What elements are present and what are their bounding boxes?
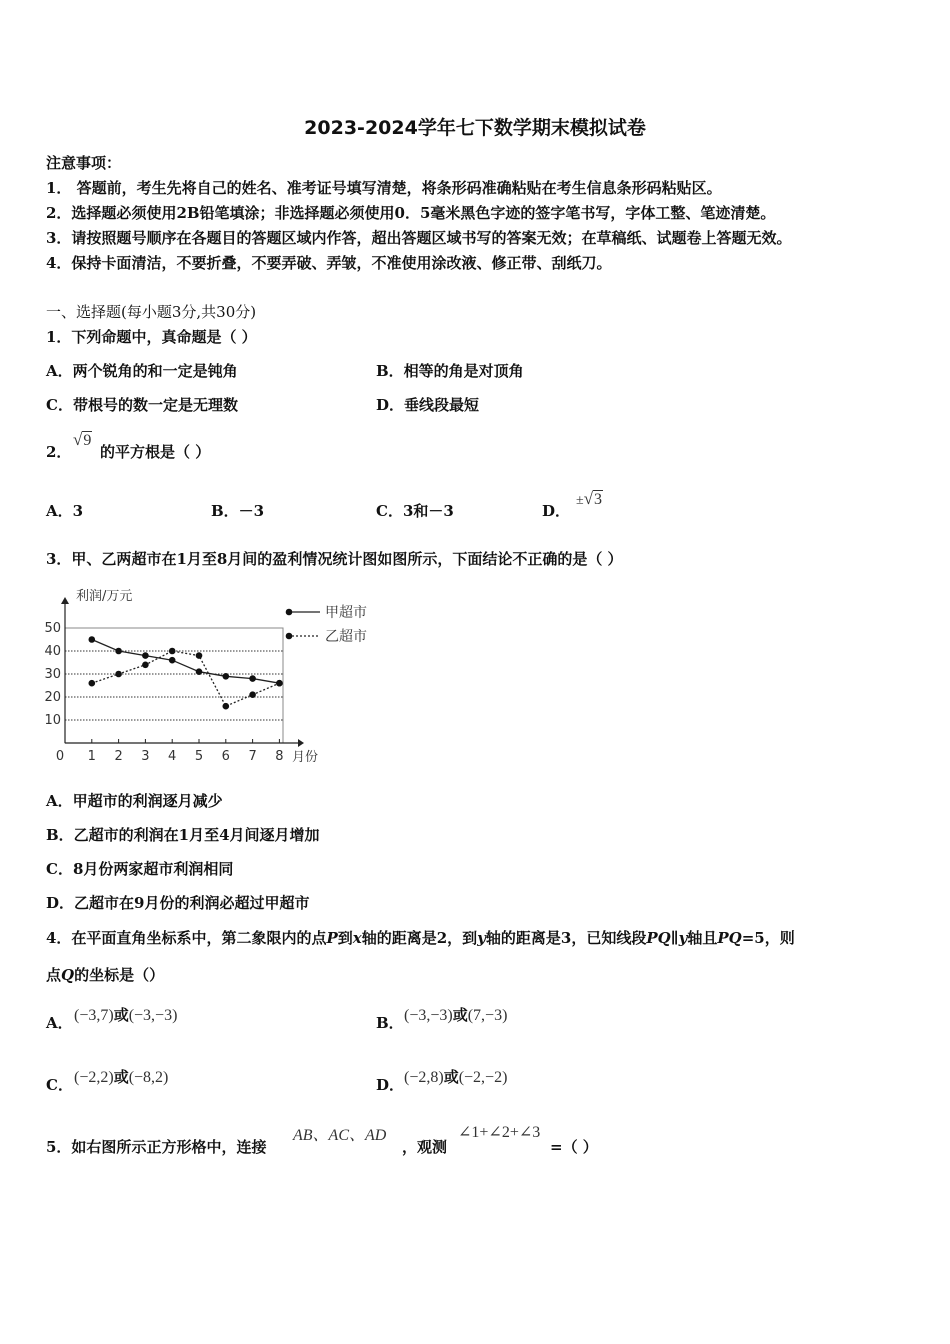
data-point — [115, 648, 122, 655]
x-axis-label: 月份 — [292, 750, 319, 765]
q1-option-d: D．垂线段最短 — [376, 396, 480, 414]
data-point — [196, 668, 203, 675]
q1-stem: 1．下列命题中，真命题是（ ） — [46, 328, 257, 346]
q1-option-a: A．两个锐角的和一定是钝角 — [46, 362, 238, 380]
q2-option-c: C．3和－3 — [376, 502, 454, 520]
y-tick-label: 30 — [44, 667, 61, 682]
q4-text-d: 轴的距离是3，已知线段 — [485, 929, 647, 947]
x-tick-label: 6 — [221, 749, 230, 764]
q4-segment-pq: PQ — [646, 929, 671, 947]
q4-option-d-label: D． — [376, 1076, 405, 1094]
q5-stem-a: 5．如右图所示正方形格中，连接 — [46, 1138, 267, 1156]
q4-text-b: 到 — [337, 929, 353, 947]
notice-item-3: 3．请按照题号顺序在各题目的答题区域内作答，超出答题区域书写的答案无效；在草稿纸、试题卷上答题无效。 — [46, 229, 792, 247]
q4-text-e: 轴且 — [687, 929, 718, 947]
q4-y-axis-2: y — [678, 929, 688, 947]
chart-labels — [44, 588, 318, 765]
q3-stem: 3．甲、乙两超市在1月至8月间的盈利情况统计图如图所示，下面结论不正确的是（ ） — [46, 550, 623, 568]
q4-stem-line2 — [46, 964, 164, 985]
q2-d-radicand: 3 — [594, 491, 603, 508]
x-tick-label: 4 — [168, 749, 177, 764]
data-point — [276, 680, 283, 687]
notice-heading: 注意事项： — [46, 154, 122, 172]
data-point — [196, 652, 203, 659]
y-tick-label: 40 — [44, 644, 61, 659]
q1-option-c: C．带根号的数一定是无理数 — [46, 396, 238, 414]
q4-text-a: 4．在平面直角坐标系中，第二象限内的点 — [46, 929, 327, 947]
q4-a-point-2: (−3,−3) — [128, 1007, 178, 1024]
q2-radicand: 9 — [83, 432, 92, 449]
q4-line2-b: 的坐标是（） — [74, 966, 165, 984]
q4-c-point-1: (−2,2) — [74, 1069, 114, 1086]
x-axis-arrow — [298, 739, 304, 747]
y-tick-label: 10 — [44, 713, 61, 728]
q2-number: 2． — [46, 443, 72, 461]
q3-option-d: D．乙超市在9月份的利润必超过甲超市 — [46, 894, 310, 912]
q4-option-c-label: C． — [46, 1076, 73, 1094]
q4-d-point-2: (−2,−2) — [458, 1069, 508, 1086]
data-point — [169, 657, 176, 664]
q4-option-d — [404, 1066, 507, 1087]
q4-b-or: 或 — [452, 1006, 468, 1024]
notice-item-2: 2．选择题必须使用2B铅笔填涂；非选择题必须使用0．5毫米黑色字迹的签字笔书写，字体工整、笔迹清楚。 — [46, 204, 776, 222]
data-point — [142, 662, 149, 669]
chart-axes — [61, 597, 304, 747]
q3-option-b: B．乙超市的利润在1月至4月间逐月增加 — [46, 826, 320, 844]
q2-option-b: B．－3 — [211, 502, 265, 520]
y-tick-label: 50 — [44, 621, 61, 636]
q1-option-b: B．相等的角是对顶角 — [376, 362, 524, 380]
q4-a-point-1: (−3,7) — [74, 1007, 114, 1024]
legend-label: 乙超市 — [325, 629, 367, 645]
chart-frame — [65, 628, 283, 743]
q4-x-axis: x — [352, 929, 362, 947]
legend-marker — [286, 609, 293, 616]
q4-d-or: 或 — [443, 1068, 459, 1086]
q4-option-c — [74, 1066, 168, 1087]
notice-item-1: 1． 答题前，考生先将自己的姓名、准考证号填写清楚，将条形码准确粘贴在考生信息条形码粘贴区。 — [46, 179, 722, 197]
legend-marker — [286, 633, 293, 640]
q2-stem-tail: 的平方根是（ ） — [100, 443, 211, 461]
q5-tail: =（ ） — [550, 1138, 598, 1156]
q4-option-b — [404, 1004, 507, 1025]
x-tick-label: 1 — [87, 749, 96, 764]
data-point — [223, 703, 230, 710]
data-point — [169, 648, 176, 655]
q4-c-or: 或 — [113, 1068, 129, 1086]
section-heading: 一、选择题(每小题3分,共30分) — [46, 303, 257, 321]
q4-c-point-2: (−8,2) — [128, 1069, 169, 1086]
notice-item-4: 4．保持卡面清洁，不要折叠，不要弄破、弄皱，不准使用涂改液、修正带、刮纸刀。 — [46, 254, 612, 272]
data-point — [249, 691, 256, 698]
chart-grid — [65, 628, 283, 743]
q4-text-f: =5，则 — [741, 929, 795, 947]
q2-option-d-value: ±√3 — [576, 489, 603, 508]
q5-angles: ∠1+∠2+∠3 — [458, 1124, 541, 1141]
origin-label: 0 — [55, 749, 65, 764]
q4-d-point-1: (−2,8) — [404, 1069, 444, 1086]
q4-parallel-sign: ∥ — [670, 929, 679, 947]
q4-a-or: 或 — [113, 1006, 129, 1024]
x-tick-label: 5 — [194, 749, 204, 764]
q3-option-a: A．甲超市的利润逐月减少 — [46, 792, 223, 810]
q3-option-c: C．8月份两家超市利润相同 — [46, 860, 234, 878]
q4-y-axis: y — [477, 929, 486, 947]
x-tick-label: 7 — [248, 749, 257, 764]
chart-series — [89, 636, 283, 709]
q4-b-point-1: (−3,−3) — [404, 1007, 453, 1024]
q4-option-a-label: A． — [46, 1014, 73, 1032]
y-tick-label: 20 — [44, 690, 61, 705]
q4-point-p: P — [326, 929, 338, 947]
x-tick-label: 8 — [275, 749, 284, 764]
q4-option-a — [74, 1004, 177, 1025]
plus-minus-sign: ± — [576, 493, 584, 508]
q4-text-c: 轴的距离是2，到 — [361, 929, 478, 947]
q4-line2-a: 点 — [46, 966, 62, 984]
q5-segments: AB、AC、AD — [293, 1127, 387, 1144]
data-point — [142, 652, 149, 659]
q4-point-q: Q — [61, 966, 75, 984]
x-tick-label: 3 — [141, 749, 150, 764]
legend-label: 甲超市 — [325, 605, 367, 621]
q4-segment-pq-2: PQ — [717, 929, 742, 947]
data-point — [249, 675, 256, 682]
data-point — [115, 671, 122, 678]
data-point — [89, 636, 96, 643]
q2-option-d: D． — [542, 502, 571, 520]
q5-comma: ，观测 — [402, 1138, 448, 1156]
q4-stem-line1 — [46, 927, 795, 948]
y-axis-label: 利润/万元 — [76, 589, 133, 604]
page-title: 2023-2024学年七下数学期末模拟试卷 — [304, 117, 646, 139]
data-point — [223, 673, 230, 680]
q3-line-chart — [40, 580, 390, 770]
q2-option-a: A．3 — [46, 502, 84, 520]
chart-legend — [286, 604, 367, 645]
q4-option-b-label: B． — [376, 1014, 404, 1032]
data-point — [89, 680, 96, 687]
q4-b-point-2: (7,−3) — [467, 1007, 508, 1024]
y-axis-arrow — [61, 597, 69, 604]
x-tick-label: 2 — [114, 749, 123, 764]
q2-sqrt-9: √9 — [73, 430, 92, 449]
